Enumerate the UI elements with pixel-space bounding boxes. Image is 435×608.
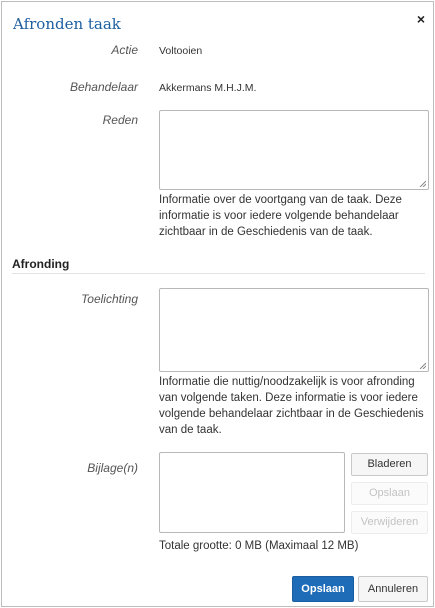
toelichting-label: Toelichting xyxy=(81,292,138,306)
reden-textarea[interactable] xyxy=(159,110,429,190)
close-icon[interactable]: × xyxy=(416,11,425,27)
reden-help-text: Informatie over de voortgang van de taak. Deze informatie is voor iedere volgende behandelaar zichtbaar in de Geschiedenis van de taak. xyxy=(159,194,402,238)
attachment-save-button[interactable]: Opslaan xyxy=(351,482,428,505)
save-button[interactable]: Opslaan xyxy=(292,576,354,602)
attachment-list[interactable] xyxy=(159,452,345,533)
complete-task-dialog xyxy=(1,1,434,607)
toelichting-help-text: Informatie die nuttig/noodzakelijk is voor afronding van volgende taken. Deze informatie is voor iedere volgende behandelaar zichtbaar in de Geschiedenis van de taak. xyxy=(159,376,424,436)
resize-grip-icon[interactable] xyxy=(419,180,426,187)
toelichting-textarea[interactable] xyxy=(159,288,429,372)
bijlage-label: Bijlage(n) xyxy=(87,461,138,475)
total-size-text: Totale grootte: 0 MB (Maximaal 12 MB) xyxy=(159,540,359,552)
dialog-title: Afronden taak xyxy=(13,15,121,33)
section-divider xyxy=(12,273,425,274)
cancel-button[interactable]: Annuleren xyxy=(358,576,428,602)
actie-value: Voltooien xyxy=(159,45,203,57)
browse-button[interactable]: Bladeren xyxy=(351,453,428,476)
attachment-remove-button[interactable]: Verwijderen xyxy=(351,511,428,534)
resize-grip-icon[interactable] xyxy=(419,362,426,369)
behandelaar-value: Akkermans M.H.J.M. xyxy=(159,82,257,94)
actie-label: Actie xyxy=(111,43,138,57)
afronding-section-title: Afronding xyxy=(12,257,70,271)
behandelaar-label: Behandelaar xyxy=(69,80,138,94)
reden-label: Reden xyxy=(102,113,138,127)
